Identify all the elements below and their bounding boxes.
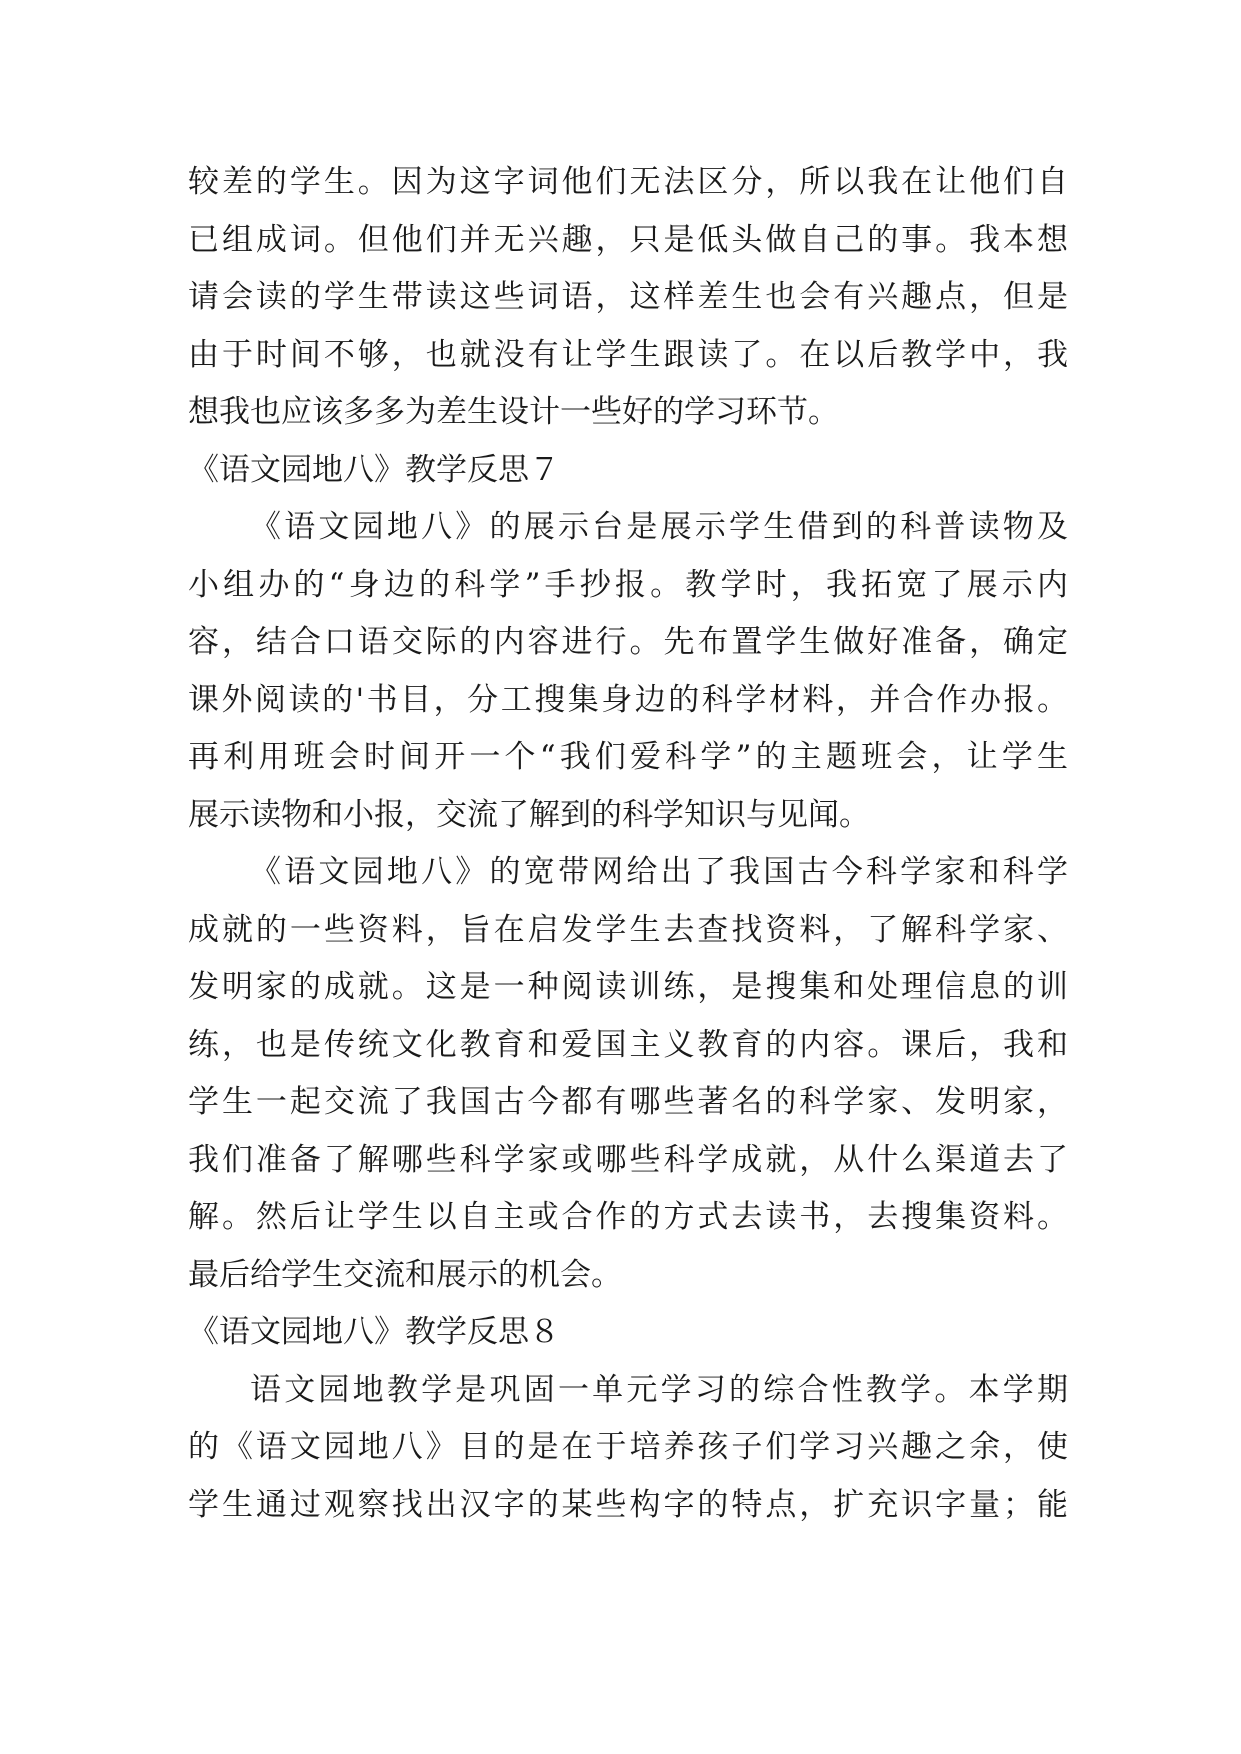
paragraph-2-line-3: 容，结合口语交际的内容进行。先布置学生做好准备，确定 <box>188 624 1068 660</box>
paragraph-2-line-4: 课外阅读的'书目，分工搜集身边的科学材料，并合作办报。 <box>188 681 1068 718</box>
paragraph-1-line-2: 已组成词。但他们并无兴趣，只是低头做自己的事。我本想 <box>188 221 1068 258</box>
paragraph-2-line-1: 《语文园地八》的展示台是展示学生借到的科普读物及 <box>250 509 1068 545</box>
paragraph-4-line-1: 语文园地教学是巩固一单元学习的综合性教学。本学期 <box>250 1371 1068 1408</box>
paragraph-1-line-5: 想我也应该多多为差生设计一些好的学习环节。 <box>188 394 839 430</box>
paragraph-4-line-3: 学生通过观察找出汉字的某些构字的特点，扩充识字量；能 <box>188 1486 1068 1523</box>
paragraph-2-line-5: 再利用班会时间开一个“我们爱科学”的主题班会，让学生 <box>188 739 1068 775</box>
paragraph-2-line-6: 展示读物和小报，交流了解到的科学知识与见闻。 <box>188 796 870 833</box>
paragraph-1-line-1: 较差的学生。因为这字词他们无法区分，所以我在让他们自 <box>188 164 1068 200</box>
document-body <box>188 154 1068 1534</box>
paragraph-3-line-7: 解。然后让学生以自主或合作的方式去读书，去搜集资料。 <box>188 1199 1068 1235</box>
paragraph-3-line-3: 发明家的成就。这是一种阅读训练，是搜集和处理信息的训 <box>188 969 1068 1005</box>
paragraph-2-line-2: 小组办的“身边的科学”手抄报。教学时，我拓宽了展示内 <box>188 566 1068 603</box>
paragraph-3-line-2: 成就的一些资料，旨在启发学生去查找资料，了解科学家、 <box>188 911 1068 948</box>
section-heading-7: 《语文园地八》教学反思７ <box>188 451 560 488</box>
paragraph-1-line-4: 由于时间不够，也就没有让学生跟读了。在以后教学中，我 <box>188 336 1068 373</box>
paragraph-3-line-6: 我们准备了解哪些科学家或哪些科学成就，从什么渠道去了 <box>188 1141 1068 1178</box>
paragraph-3-line-4: 练，也是传统文化教育和爱国主义教育的内容。课后，我和 <box>188 1026 1068 1063</box>
paragraph-3-line-1: 《语文园地八》的宽带网给出了我国古今科学家和科学 <box>250 854 1068 890</box>
section-heading-8: 《语文园地八》教学反思８ <box>188 1314 560 1350</box>
paragraph-3-line-5: 学生一起交流了我国古今都有哪些著名的科学家、发明家， <box>188 1084 1068 1120</box>
paragraph-3-line-8: 最后给学生交流和展示的机会。 <box>188 1256 622 1293</box>
paragraph-4-line-2: 的《语文园地八》目的是在于培养孩子们学习兴趣之余，使 <box>188 1429 1068 1465</box>
paragraph-1-line-3: 请会读的学生带读这些词语，这样差生也会有兴趣点，但是 <box>188 279 1068 315</box>
